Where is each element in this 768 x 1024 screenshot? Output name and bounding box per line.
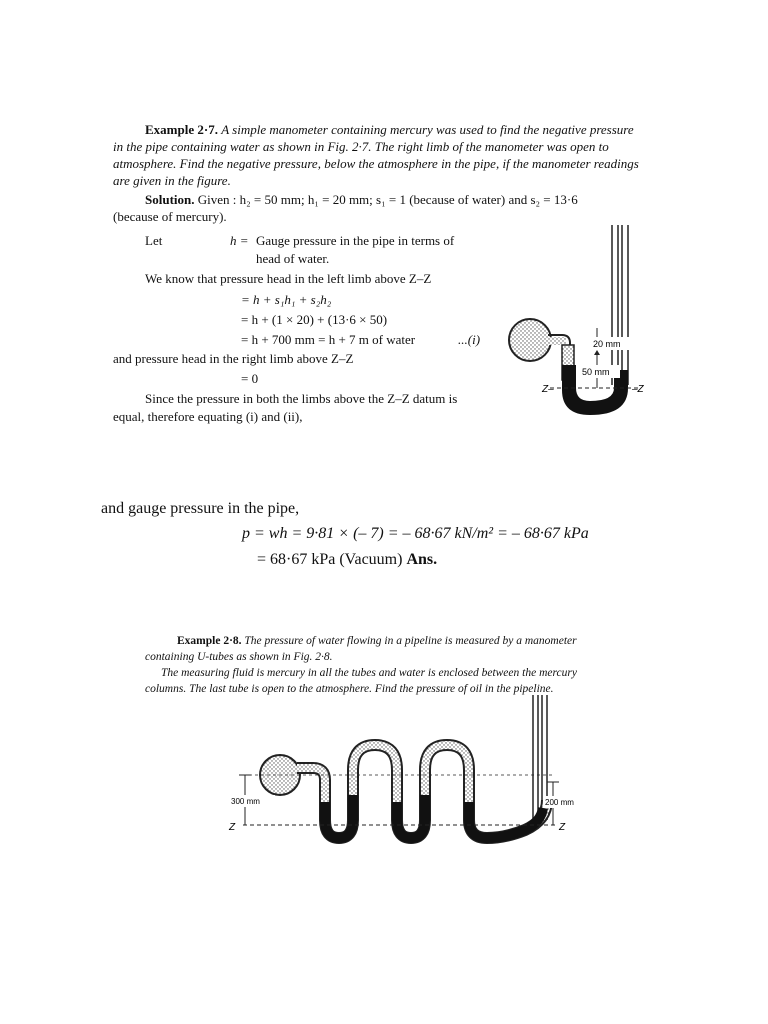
let-definition-2: head of water. [256, 251, 330, 266]
example-2-7-line-2: in the pipe containing water as shown in Fig. 2·7. The right limb of the manometer was open to [113, 139, 609, 154]
pipe-circle [509, 319, 551, 361]
solution-given-cont: (because of mercury). [113, 209, 227, 224]
z-datum-left-label: Z– [542, 384, 554, 395]
example-2-7-line-1: A simple manometer containing mercury was used to find the negative pressure [221, 122, 634, 137]
left-limb-statement: We know that pressure head in the left limb above Z–Z [145, 271, 432, 286]
let-variable: h = [230, 233, 249, 248]
gauge-equation-2-value: = 68·67 kPa (Vacuum) [257, 551, 403, 568]
gauge-intro: and gauge pressure in the pipe, [101, 500, 300, 517]
example-2-8-title: Example 2·8. [177, 635, 242, 647]
figure-2-7-manometer [490, 220, 670, 430]
label-300mm: 300 mm [231, 797, 260, 806]
z-left-label: Z [229, 822, 236, 833]
z-datum-right-label: –Z [632, 384, 644, 395]
right-limb-statement: and pressure head in the right limb above Z–Z [113, 351, 354, 366]
label-50mm: 50 mm [582, 367, 610, 377]
since-statement-2: equal, therefore equating (i) and (ii), [113, 409, 303, 424]
example-2-7-line-3: atmosphere. Find the negative pressure, below the atmosphere in the pipe, if the manometer readings [113, 156, 639, 171]
equation-3-ref: ...(i) [458, 332, 481, 347]
example-2-8-paragraph [145, 633, 665, 697]
equation-4: = 0 [241, 371, 259, 386]
example-2-7-line-4: are given in the figure. [113, 173, 231, 188]
solution-given: Given : h₂ = 50 mm; h₁ = 20 mm; s₁ = 1 (because of water) and s₂ = 13·6 [197, 192, 578, 207]
solution-label: Solution. [145, 192, 195, 207]
gauge-equation-1: p = wh = 9·81 × (– 7) = – 68·67 kN/m² = – 68·67 kPa [242, 525, 589, 542]
figure-2-8-multi-u-manometer [225, 690, 585, 880]
gauge-equation-2 [257, 551, 437, 569]
let-definition-1: Gauge pressure in the pipe in terms of [256, 233, 455, 248]
example-2-7-title: Example 2·7. [145, 122, 218, 137]
z-right-label: Z [559, 822, 566, 833]
equation-1: = h + s₁h₁ + s₂h₂ [241, 292, 332, 307]
example-2-8-line-4: columns. The last tube is open to the atmosphere. Find the pressure of oil in the pipeline. [145, 683, 554, 695]
let-word: Let [145, 233, 163, 248]
equation-2: = h + (1 × 20) + (13·6 × 50) [241, 312, 388, 327]
since-statement-1: Since the pressure in both the limbs above the Z–Z datum is [145, 391, 458, 406]
label-20mm: 20 mm [593, 339, 621, 349]
example-2-8-line-2: containing U-tubes as shown in Fig. 2·8. [145, 651, 333, 663]
answer-label: Ans. [406, 551, 438, 568]
label-200mm: 200 mm [545, 798, 574, 807]
example-2-8-line-3: The measuring fluid is mercury in all the tubes and water is enclosed between the mercury [161, 667, 577, 679]
equation-3: = h + 700 mm = h + 7 m of water [241, 332, 416, 347]
example-2-8-line-1: The pressure of water flowing in a pipeline is measured by a manometer [244, 635, 577, 647]
example-2-7-paragraph [113, 121, 673, 225]
